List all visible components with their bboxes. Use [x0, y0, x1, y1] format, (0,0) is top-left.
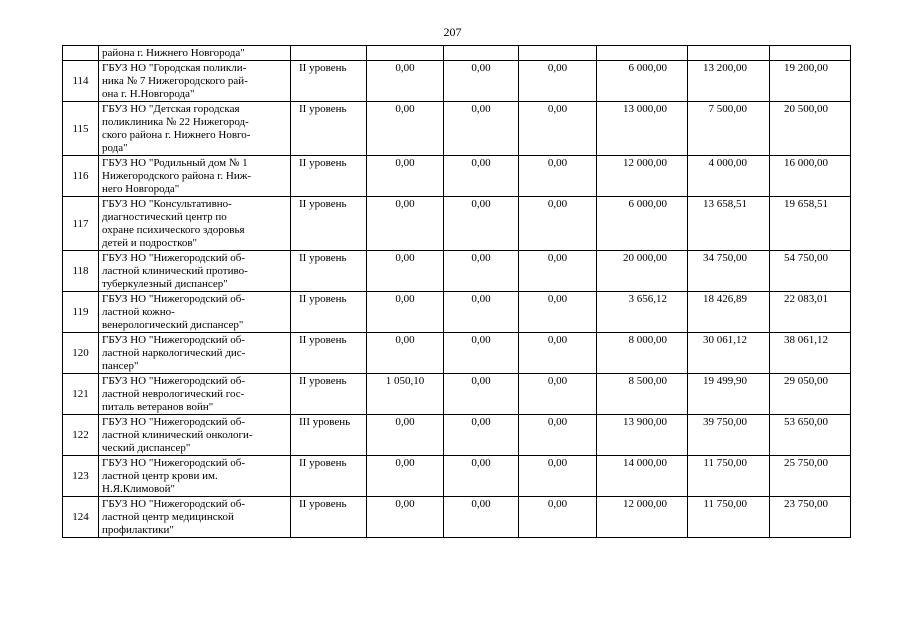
organization-name-line: ластной кожно-: [102, 306, 175, 318]
value-cell: 13 658,51: [688, 197, 770, 251]
value-cell: 12 000,00: [597, 156, 688, 197]
value-cell: 0,00: [367, 497, 444, 538]
value-cell: 0,00: [444, 102, 519, 156]
table-row: [63, 333, 851, 374]
organization-name-line: ника № 7 Нижегородского рай-: [102, 75, 248, 87]
value-cell: 13 900,00: [597, 415, 688, 456]
value-cell: 0,00: [367, 333, 444, 374]
value-cell: 4 000,00: [688, 156, 770, 197]
value-cell: 0,00: [519, 497, 597, 538]
page-number: 207: [443, 25, 462, 39]
organization-name-cell: [99, 251, 291, 292]
organization-name-line: ГБУЗ НО "Городская поликли-: [102, 62, 247, 74]
value-cell: 11 750,00: [688, 456, 770, 497]
value-cell: 13 200,00: [688, 61, 770, 102]
organization-name-cell: района г. Нижнего Новгорода": [99, 46, 291, 61]
level-cell: II уровень: [291, 61, 367, 102]
table-row: [63, 251, 851, 292]
organization-name-cell: [99, 61, 291, 102]
organization-name-line: диагностический центр по: [102, 211, 227, 223]
organization-name-line: ГБУЗ НО "Родильный дом № 1: [102, 157, 248, 169]
value-cell: 3 656,12: [597, 292, 688, 333]
table-body: [63, 46, 851, 538]
value-cell: [444, 46, 519, 61]
value-cell: 19 200,00: [770, 61, 851, 102]
organization-name-line: ГБУЗ НО "Нижегородский об-: [102, 416, 246, 428]
organization-name-line: ческий диспансер": [102, 442, 191, 454]
value-cell: [597, 46, 688, 61]
organization-name-line: профилактики": [102, 524, 174, 536]
value-cell: 14 000,00: [597, 456, 688, 497]
value-cell: 16 000,00: [770, 156, 851, 197]
level-cell: II уровень: [291, 497, 367, 538]
organization-name-line: ластной клинический онкологи-: [102, 429, 253, 441]
value-cell: 0,00: [519, 102, 597, 156]
level-cell: II уровень: [291, 333, 367, 374]
value-cell: 8 500,00: [597, 374, 688, 415]
budget-table: [62, 45, 851, 538]
organization-name-cell: [99, 456, 291, 497]
organization-name-line: ластной клинический противо-: [102, 265, 248, 277]
organization-name-line: ластной центр медицинской: [102, 511, 234, 523]
level-cell: II уровень: [291, 156, 367, 197]
row-number-cell: 122: [63, 415, 99, 456]
organization-name-line: туберкулезный диспансер": [102, 278, 228, 290]
organization-name-line: ского района г. Нижнего Новго-: [102, 129, 251, 141]
value-cell: 6 000,00: [597, 61, 688, 102]
level-cell: II уровень: [291, 292, 367, 333]
row-number-cell: [63, 46, 99, 61]
value-cell: 0,00: [367, 156, 444, 197]
level-cell: II уровень: [291, 456, 367, 497]
value-cell: 0,00: [519, 292, 597, 333]
value-cell: 0,00: [367, 102, 444, 156]
value-cell: 0,00: [367, 456, 444, 497]
organization-name-line: поликлиника № 22 Нижегород-: [102, 116, 249, 128]
value-cell: 11 750,00: [688, 497, 770, 538]
value-cell: 0,00: [444, 415, 519, 456]
value-cell: 20 000,00: [597, 251, 688, 292]
organization-name-line: Нижегородского района г. Ниж-: [102, 170, 251, 182]
organization-name-line: пансер": [102, 360, 139, 372]
value-cell: 0,00: [367, 415, 444, 456]
value-cell: 0,00: [519, 197, 597, 251]
organization-name-line: него Новгорода": [102, 183, 180, 195]
organization-name-line: охране психического здоровья: [102, 224, 245, 236]
level-cell: II уровень: [291, 102, 367, 156]
organization-name-cell: [99, 197, 291, 251]
organization-name-line: она г. Н.Новгорода": [102, 88, 195, 100]
organization-name-line: ГБУЗ НО "Консультативно-: [102, 198, 232, 210]
organization-name-line: ГБУЗ НО "Нижегородский об-: [102, 252, 246, 264]
value-cell: 19 658,51: [770, 197, 851, 251]
organization-name-cell: [99, 156, 291, 197]
value-cell: 0,00: [519, 333, 597, 374]
organization-name-line: ГБУЗ НО "Нижегородский об-: [102, 375, 246, 387]
organization-name-line: питаль ветеранов войн": [102, 401, 214, 413]
table-row: [63, 292, 851, 333]
value-cell: 13 000,00: [597, 102, 688, 156]
table-row: [63, 156, 851, 197]
value-cell: 0,00: [444, 156, 519, 197]
row-number-cell: 117: [63, 197, 99, 251]
organization-name-cell: [99, 497, 291, 538]
value-cell: 38 061,12: [770, 333, 851, 374]
level-cell: II уровень: [291, 197, 367, 251]
table-row: [63, 102, 851, 156]
value-cell: 0,00: [519, 374, 597, 415]
organization-name-line: рода": [102, 142, 128, 154]
organization-name-line: венерологический диспансер": [102, 319, 244, 331]
organization-name-line: детей и подростков": [102, 237, 198, 249]
value-cell: 0,00: [444, 497, 519, 538]
level-cell: II уровень: [291, 374, 367, 415]
row-number-cell: 121: [63, 374, 99, 415]
value-cell: 25 750,00: [770, 456, 851, 497]
organization-name-line: ГБУЗ НО "Детская городская: [102, 103, 240, 115]
value-cell: 19 499,90: [688, 374, 770, 415]
organization-name-cell: [99, 292, 291, 333]
value-cell: 0,00: [367, 292, 444, 333]
level-cell: [291, 46, 367, 61]
table-row: [63, 456, 851, 497]
table-row: [63, 415, 851, 456]
organization-name-line: ластной центр крови им.: [102, 470, 218, 482]
value-cell: 0,00: [519, 456, 597, 497]
row-number-cell: 118: [63, 251, 99, 292]
organization-name-cell: [99, 102, 291, 156]
value-cell: 0,00: [519, 415, 597, 456]
value-cell: 22 083,01: [770, 292, 851, 333]
row-number-cell: 120: [63, 333, 99, 374]
row-number-cell: 116: [63, 156, 99, 197]
level-cell: II уровень: [291, 251, 367, 292]
value-cell: 29 050,00: [770, 374, 851, 415]
organization-name-line: ластной неврологический гос-: [102, 388, 245, 400]
organization-name-cell: [99, 333, 291, 374]
value-cell: 23 750,00: [770, 497, 851, 538]
value-cell: 20 500,00: [770, 102, 851, 156]
value-cell: [688, 46, 770, 61]
table-row: [63, 61, 851, 102]
organization-name-cell: [99, 415, 291, 456]
value-cell: 0,00: [444, 292, 519, 333]
organization-name-line: ластной наркологический дис-: [102, 347, 246, 359]
value-cell: 0,00: [519, 251, 597, 292]
table-row: [63, 374, 851, 415]
value-cell: 0,00: [444, 251, 519, 292]
value-cell: 53 650,00: [770, 415, 851, 456]
value-cell: [367, 46, 444, 61]
table-row: [63, 497, 851, 538]
value-cell: 0,00: [444, 333, 519, 374]
value-cell: [519, 46, 597, 61]
organization-name-line: Н.Я.Климовой": [102, 483, 175, 495]
value-cell: 0,00: [444, 374, 519, 415]
value-cell: 0,00: [444, 197, 519, 251]
value-cell: 39 750,00: [688, 415, 770, 456]
table-row-continuation: [63, 46, 851, 61]
value-cell: 30 061,12: [688, 333, 770, 374]
value-cell: 1 050,10: [367, 374, 444, 415]
organization-name-line: ГБУЗ НО "Нижегородский об-: [102, 457, 246, 469]
value-cell: 34 750,00: [688, 251, 770, 292]
value-cell: 0,00: [367, 61, 444, 102]
row-number-cell: 119: [63, 292, 99, 333]
organization-name-line: ГБУЗ НО "Нижегородский об-: [102, 498, 246, 510]
row-number-cell: 115: [63, 102, 99, 156]
value-cell: 54 750,00: [770, 251, 851, 292]
row-number-cell: 123: [63, 456, 99, 497]
value-cell: 0,00: [444, 456, 519, 497]
organization-name-line: ГБУЗ НО "Нижегородский об-: [102, 293, 246, 305]
value-cell: 12 000,00: [597, 497, 688, 538]
value-cell: 8 000,00: [597, 333, 688, 374]
level-cell: III уровень: [291, 415, 367, 456]
value-cell: 0,00: [519, 156, 597, 197]
value-cell: 18 426,89: [688, 292, 770, 333]
value-cell: 0,00: [367, 251, 444, 292]
row-number-cell: 124: [63, 497, 99, 538]
value-cell: 6 000,00: [597, 197, 688, 251]
organization-name-line: ГБУЗ НО "Нижегородский об-: [102, 334, 246, 346]
table-row: [63, 197, 851, 251]
value-cell: 0,00: [519, 61, 597, 102]
value-cell: [770, 46, 851, 61]
value-cell: 0,00: [367, 197, 444, 251]
value-cell: 7 500,00: [688, 102, 770, 156]
row-number-cell: 114: [63, 61, 99, 102]
organization-name-cell: [99, 374, 291, 415]
value-cell: 0,00: [444, 61, 519, 102]
